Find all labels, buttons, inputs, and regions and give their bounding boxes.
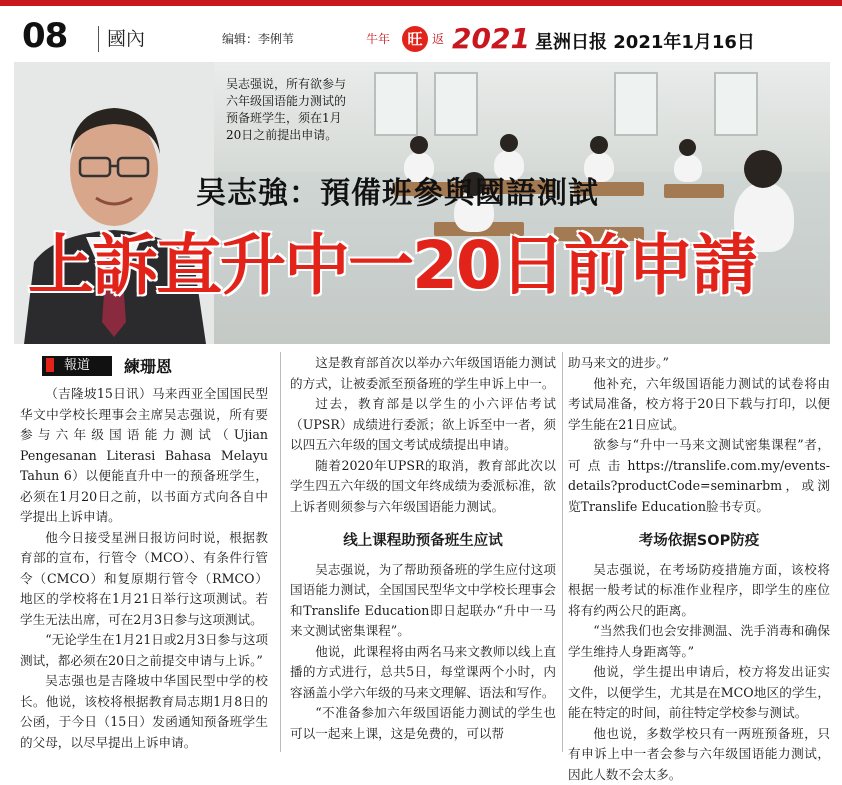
paragraph: “不准备参加六年级国语能力测试的学生也可以一起来上课，这是免费的，可以帮 [290,703,556,744]
paragraph: 这是教育部首次以举办六年级国语能力测试的方式，让被委派至预备班的学生申诉上中一。 [290,353,556,394]
student-head [590,136,608,154]
window-shape [614,72,658,136]
paragraph: 随着2020年UPSR的取消，教育部此次以学生四五六年级的国文年终成绩为委派标准，欲上诉者则须参与六年级国语能力测试。 [290,456,556,518]
paragraph: 他补充，六年级国语能力测试的试卷将由考试局准备，校方将于20日下载与打印，以便学生能在21日应试。 [568,374,830,436]
main-headline: 上訴直升中一20日前申請 [28,212,756,307]
paragraph: “当然我们也会安排测温、洗手消毒和确保学生维持人身距离等。” [568,621,830,662]
student-head [410,136,428,154]
paragraph: 过去，教育部是以学生的小六评估考试（UPSR）成绩进行委派；欲上诉至中一者，须以四五六年级的国文考试成绩提出申请。 [290,394,556,456]
top-red-bar [0,0,842,6]
window-shape [714,72,758,136]
paragraph: “无论学生在1月21日或2月3日参与这项测试，都必须在20日之前提交申请与上诉。” [20,630,268,671]
hero-photo [14,62,830,344]
column-divider [562,352,563,752]
cny-right: 返 [432,30,444,47]
cny-logo [360,22,520,56]
masthead-date: 星洲日报 2021年1月16日 [535,28,755,54]
cny-left: 牛年 [366,30,390,47]
paragraph: 助马来文的进步。” [568,353,830,374]
article-column-3 [568,353,830,785]
cny-wang: 旺 [402,26,428,52]
paragraph: 他今日接受星洲日报访问时说，根据教育部的宣布，行管令（MCO）、有条件行管令（CMCO）和复原期行管令（RMCO）地区的学校将在1月21日举行这项测试。若学生无法出席，可在2月3日参与这项测试。 [20,528,268,631]
article-column-2 [290,353,556,744]
paragraph: 吴志强说，为了帮助预备班的学生应付这项国语能力测试，全国国民型华文中学校长理事会和Translife Education即日起联办“升中一马来文测试密集课程”。 [290,560,556,642]
student-head [679,139,696,156]
window-shape [374,72,418,136]
page-header [0,10,842,58]
paragraph: 吴志强也是吉隆坡中华国民型中学的校长。他说，该校将根据教育局志期1月8日的公函，于今日（15日）发函通知预备班学生的父母，以尽早提出上诉申请。 [20,671,268,753]
student-head [500,134,518,152]
reporter-name: 練珊恩 [124,354,172,377]
section-label: 國內 [98,26,145,52]
cny-year: 2021 [452,22,530,55]
column-divider [280,352,281,752]
student-head [744,150,782,188]
section-heading: 考场依据SOP防疫 [568,531,830,552]
page-number: 08 [22,16,67,56]
editor-credit: 编辑：李俐苇 [222,30,294,47]
desk [664,184,724,198]
paragraph: 欲参与“升中一马来文测试密集课程”者，可点击https://translife.com.my/events-details?productCode=seminarbm，或浏览Translife Education脸书专页。 [568,435,830,517]
paragraph: 他说，学生提出申请后，校方将发出证实文件，以便学生，尤其是在MCO地区的学生，能在特定的时间，前往特定学校参与测试。 [568,662,830,724]
article-column-1 [20,384,268,753]
student-figure [674,154,702,182]
subheadline: 吴志強：預備班參與國語測試 [196,168,599,212]
paragraph: 他说，此课程将由两名马来文教师以线上直播的方式进行，总共5日，每堂课两个小时，内容涵盖小学六年级的马来文理解、语法和写作。 [290,642,556,704]
window-shape [434,72,478,136]
report-tag: 報道 [42,356,112,376]
paragraph: （吉隆坡15日讯）马来西亚全国国民型华文中学校长理事会主席吴志强说，所有要参与六年级国语能力测试（Ujian Pengesanan Literasi Bahasa Melayu Tahun 6）以便能直升中一的预备班学生，必须在1月20日之前，以书面方式向各自中学提出上诉申请。 [20,384,268,528]
paragraph: 他也说，多数学校只有一两班预备班，只有申诉上中一者会参与六年级国语能力测试，因此人数不会太多。 [568,724,830,785]
section-heading: 线上课程助预备班生应试 [290,531,556,552]
paragraph: 吴志强说，在考场防疫措施方面，该校将根据一般考试的标准作业程序，即学生的座位将有约两公尺的距离。 [568,560,830,622]
photo-caption: 吴志强说，所有欲参与六年级国语能力测试的预备班学生，须在1月20日之前提出申请。 [226,76,348,144]
